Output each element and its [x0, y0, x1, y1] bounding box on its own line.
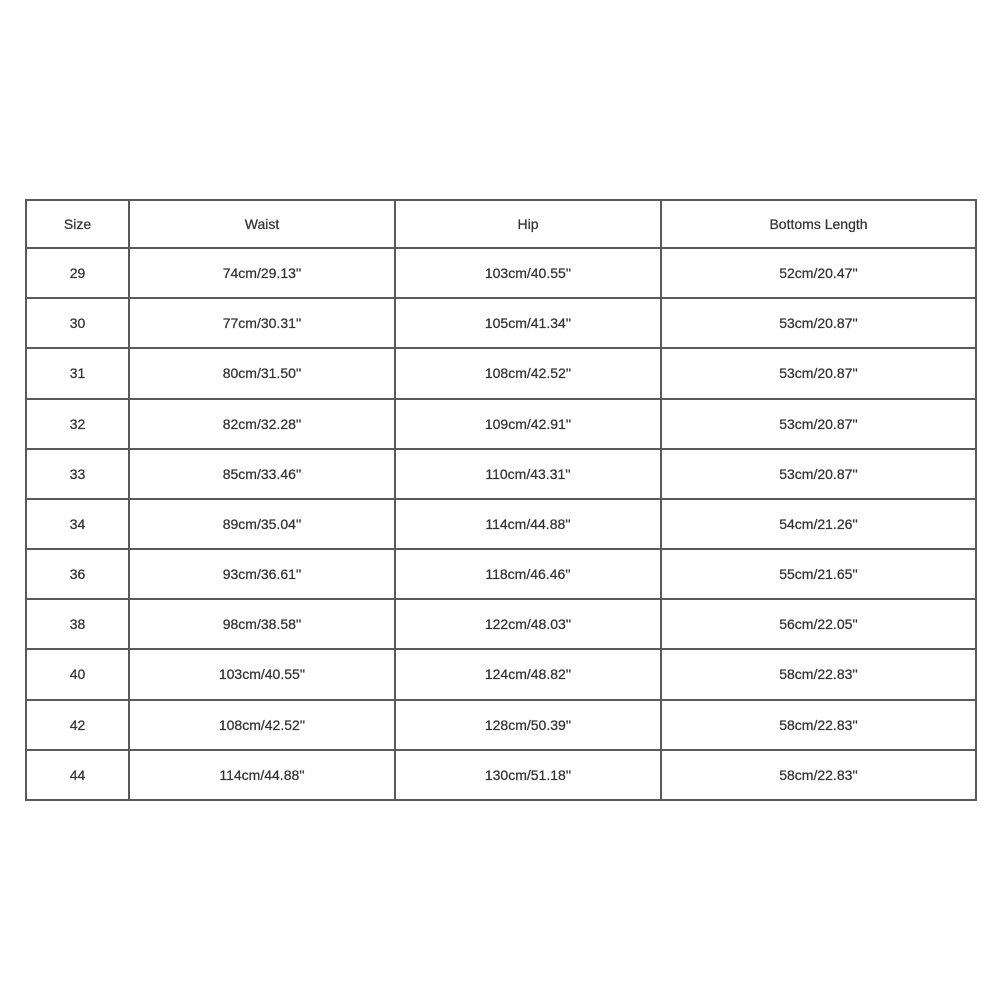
cell-bottoms-length: 53cm/20.87''	[661, 399, 976, 449]
cell-hip: 124cm/48.82''	[395, 649, 661, 699]
cell-waist: 98cm/38.58''	[129, 599, 395, 649]
cell-hip: 122cm/48.03''	[395, 599, 661, 649]
header-size: Size	[26, 200, 129, 248]
cell-bottoms-length: 53cm/20.87''	[661, 298, 976, 348]
cell-waist: 80cm/31.50''	[129, 348, 395, 398]
table-row	[26, 298, 976, 348]
cell-bottoms-length: 54cm/21.26''	[661, 499, 976, 549]
cell-size: 40	[26, 649, 129, 699]
cell-bottoms-length: 53cm/20.87''	[661, 348, 976, 398]
table-row	[26, 348, 976, 398]
header-waist: Waist	[129, 200, 395, 248]
table-row	[26, 449, 976, 499]
cell-size: 44	[26, 750, 129, 800]
cell-bottoms-length: 55cm/21.65''	[661, 549, 976, 599]
cell-waist: 82cm/32.28''	[129, 399, 395, 449]
cell-waist: 114cm/44.88''	[129, 750, 395, 800]
cell-hip: 109cm/42.91''	[395, 399, 661, 449]
cell-size: 30	[26, 298, 129, 348]
cell-size: 42	[26, 700, 129, 750]
cell-waist: 93cm/36.61''	[129, 549, 395, 599]
cell-bottoms-length: 58cm/22.83''	[661, 649, 976, 699]
table-header-row	[26, 200, 976, 248]
cell-waist: 85cm/33.46''	[129, 449, 395, 499]
cell-waist: 74cm/29.13''	[129, 248, 395, 298]
table-row	[26, 248, 976, 298]
size-chart-body	[26, 248, 976, 800]
cell-size: 33	[26, 449, 129, 499]
cell-hip: 118cm/46.46''	[395, 549, 661, 599]
table-row	[26, 750, 976, 800]
cell-hip: 128cm/50.39''	[395, 700, 661, 750]
table-row	[26, 700, 976, 750]
cell-bottoms-length: 58cm/22.83''	[661, 700, 976, 750]
header-bottoms-length: Bottoms Length	[661, 200, 976, 248]
cell-size: 34	[26, 499, 129, 549]
table-row	[26, 399, 976, 449]
cell-waist: 108cm/42.52''	[129, 700, 395, 750]
cell-waist: 89cm/35.04''	[129, 499, 395, 549]
header-hip: Hip	[395, 200, 661, 248]
cell-bottoms-length: 53cm/20.87''	[661, 449, 976, 499]
cell-size: 32	[26, 399, 129, 449]
table-row	[26, 499, 976, 549]
cell-size: 36	[26, 549, 129, 599]
cell-bottoms-length: 58cm/22.83''	[661, 750, 976, 800]
cell-hip: 103cm/40.55''	[395, 248, 661, 298]
size-chart-table	[25, 199, 977, 801]
cell-hip: 114cm/44.88''	[395, 499, 661, 549]
cell-hip: 110cm/43.31''	[395, 449, 661, 499]
cell-hip: 108cm/42.52''	[395, 348, 661, 398]
cell-size: 38	[26, 599, 129, 649]
cell-waist: 103cm/40.55''	[129, 649, 395, 699]
table-row	[26, 599, 976, 649]
cell-bottoms-length: 56cm/22.05''	[661, 599, 976, 649]
cell-waist: 77cm/30.31''	[129, 298, 395, 348]
cell-bottoms-length: 52cm/20.47''	[661, 248, 976, 298]
cell-hip: 130cm/51.18''	[395, 750, 661, 800]
cell-size: 29	[26, 248, 129, 298]
cell-hip: 105cm/41.34''	[395, 298, 661, 348]
cell-size: 31	[26, 348, 129, 398]
table-row	[26, 649, 976, 699]
table-row	[26, 549, 976, 599]
